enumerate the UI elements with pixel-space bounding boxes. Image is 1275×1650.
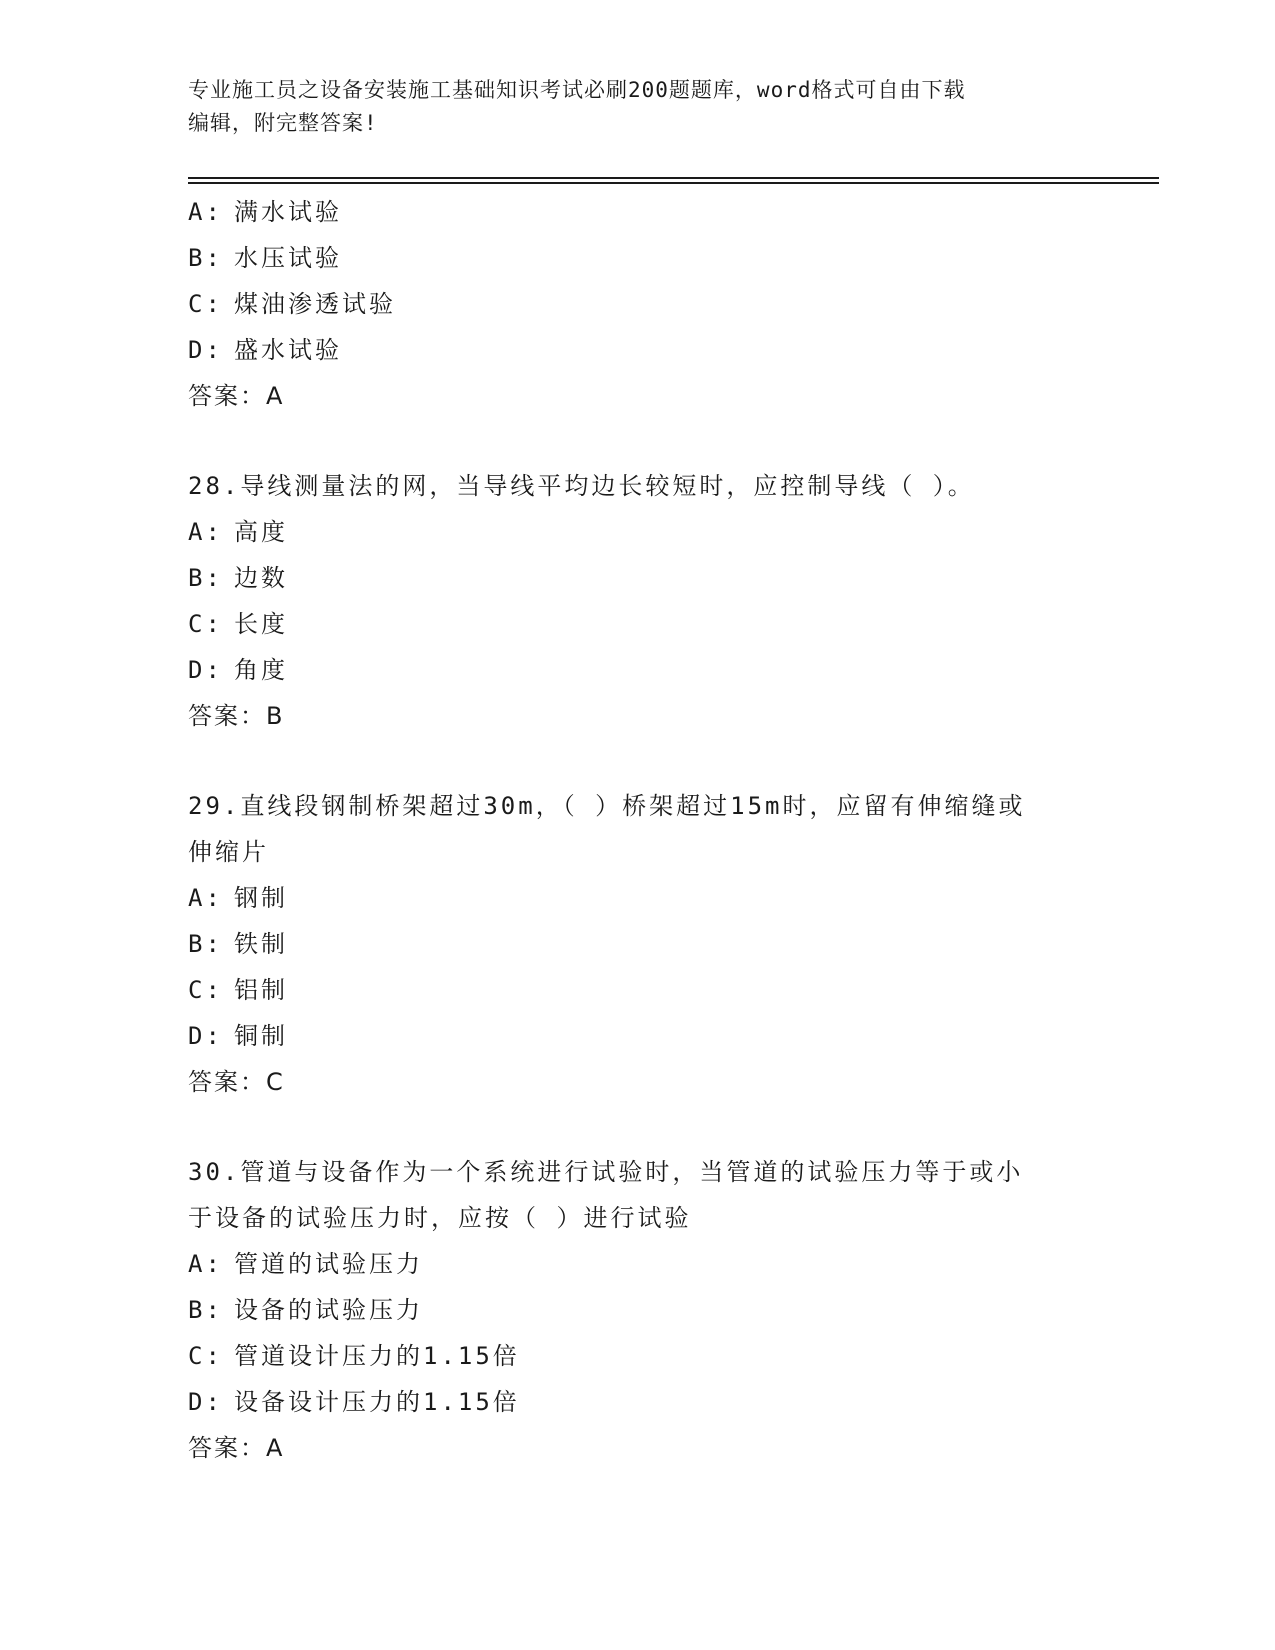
option-letter: C: (188, 290, 223, 318)
option-text: 满水试验 (234, 198, 342, 226)
answer-value: C (266, 1068, 285, 1096)
option-letter: A: (188, 198, 223, 226)
option-text: 管道设计压力的1.15倍 (234, 1342, 520, 1370)
header-line-1: 专业施工员之设备安装施工基础知识考试必刷200题题库，word格式可自由下载 (188, 78, 966, 102)
answer-line (188, 1059, 1088, 1105)
question-title-line-1: 30.管道与设备作为一个系统进行试验时，当管道的试验压力等于或小 (188, 1158, 1024, 1186)
option-b (188, 921, 1088, 967)
option-c (188, 1333, 1088, 1379)
option-a (188, 189, 1088, 235)
question-29 (188, 783, 1088, 1105)
option-letter: D: (188, 1388, 223, 1416)
option-d (188, 1013, 1088, 1059)
option-text: 边数 (234, 564, 288, 592)
answer-line (188, 693, 1088, 739)
answer-label: 答案： (188, 1068, 266, 1096)
option-letter: C: (188, 976, 223, 1004)
question-list (188, 189, 1088, 1471)
option-letter: B: (188, 1296, 223, 1324)
answer-value: B (266, 702, 285, 730)
answer-value: A (266, 382, 285, 410)
answer-value: A (266, 1434, 285, 1462)
question-title-line-2: 于设备的试验压力时，应按（ ）进行试验 (188, 1204, 692, 1232)
answer-label: 答案： (188, 702, 266, 730)
option-d (188, 1379, 1088, 1425)
option-letter: D: (188, 336, 223, 364)
option-a (188, 1241, 1088, 1287)
option-text: 设备的试验压力 (234, 1296, 423, 1324)
option-text: 铜制 (234, 1022, 288, 1050)
option-d (188, 327, 1088, 373)
option-text: 铁制 (234, 930, 288, 958)
question-title-line-1: 29.直线段钢制桥架超过30m，（ ）桥架超过15m时，应留有伸缩缝或 (188, 792, 1026, 820)
option-text: 高度 (234, 518, 288, 546)
option-text: 长度 (234, 610, 288, 638)
option-letter: A: (188, 884, 223, 912)
option-letter: B: (188, 244, 223, 272)
option-text: 设备设计压力的1.15倍 (234, 1388, 520, 1416)
option-letter: C: (188, 1342, 223, 1370)
option-a (188, 509, 1088, 555)
option-letter: A: (188, 518, 223, 546)
answer-label: 答案： (188, 1434, 266, 1462)
question-title: 28.导线测量法的网，当导线平均边长较短时，应控制导线（ ）。 (188, 472, 975, 500)
option-letter: A: (188, 1250, 223, 1278)
option-c (188, 967, 1088, 1013)
option-letter: B: (188, 930, 223, 958)
option-letter: D: (188, 1022, 223, 1050)
option-b (188, 555, 1088, 601)
option-b (188, 235, 1088, 281)
answer-line (188, 373, 1088, 419)
option-text: 角度 (234, 656, 288, 684)
option-letter: D: (188, 656, 223, 684)
option-d (188, 647, 1088, 693)
option-letter: C: (188, 610, 223, 638)
answer-label: 答案： (188, 382, 266, 410)
option-b (188, 1287, 1088, 1333)
question-30 (188, 1149, 1088, 1471)
question-27 (188, 189, 1088, 419)
option-c (188, 601, 1088, 647)
option-text: 管道的试验压力 (234, 1250, 423, 1278)
document-header (188, 74, 1068, 140)
option-text: 钢制 (234, 884, 288, 912)
header-divider-bottom (188, 182, 1159, 184)
option-text: 铝制 (234, 976, 288, 1004)
option-text: 水压试验 (234, 244, 342, 272)
option-c (188, 281, 1088, 327)
option-a (188, 875, 1088, 921)
option-text: 盛水试验 (234, 336, 342, 364)
header-line-2: 编辑，附完整答案! (188, 111, 378, 135)
answer-line (188, 1425, 1088, 1471)
option-text: 煤油渗透试验 (234, 290, 396, 318)
question-28 (188, 463, 1088, 739)
header-divider-top (188, 177, 1159, 179)
option-letter: B: (188, 564, 223, 592)
question-title-line-2: 伸缩片 (188, 838, 269, 866)
